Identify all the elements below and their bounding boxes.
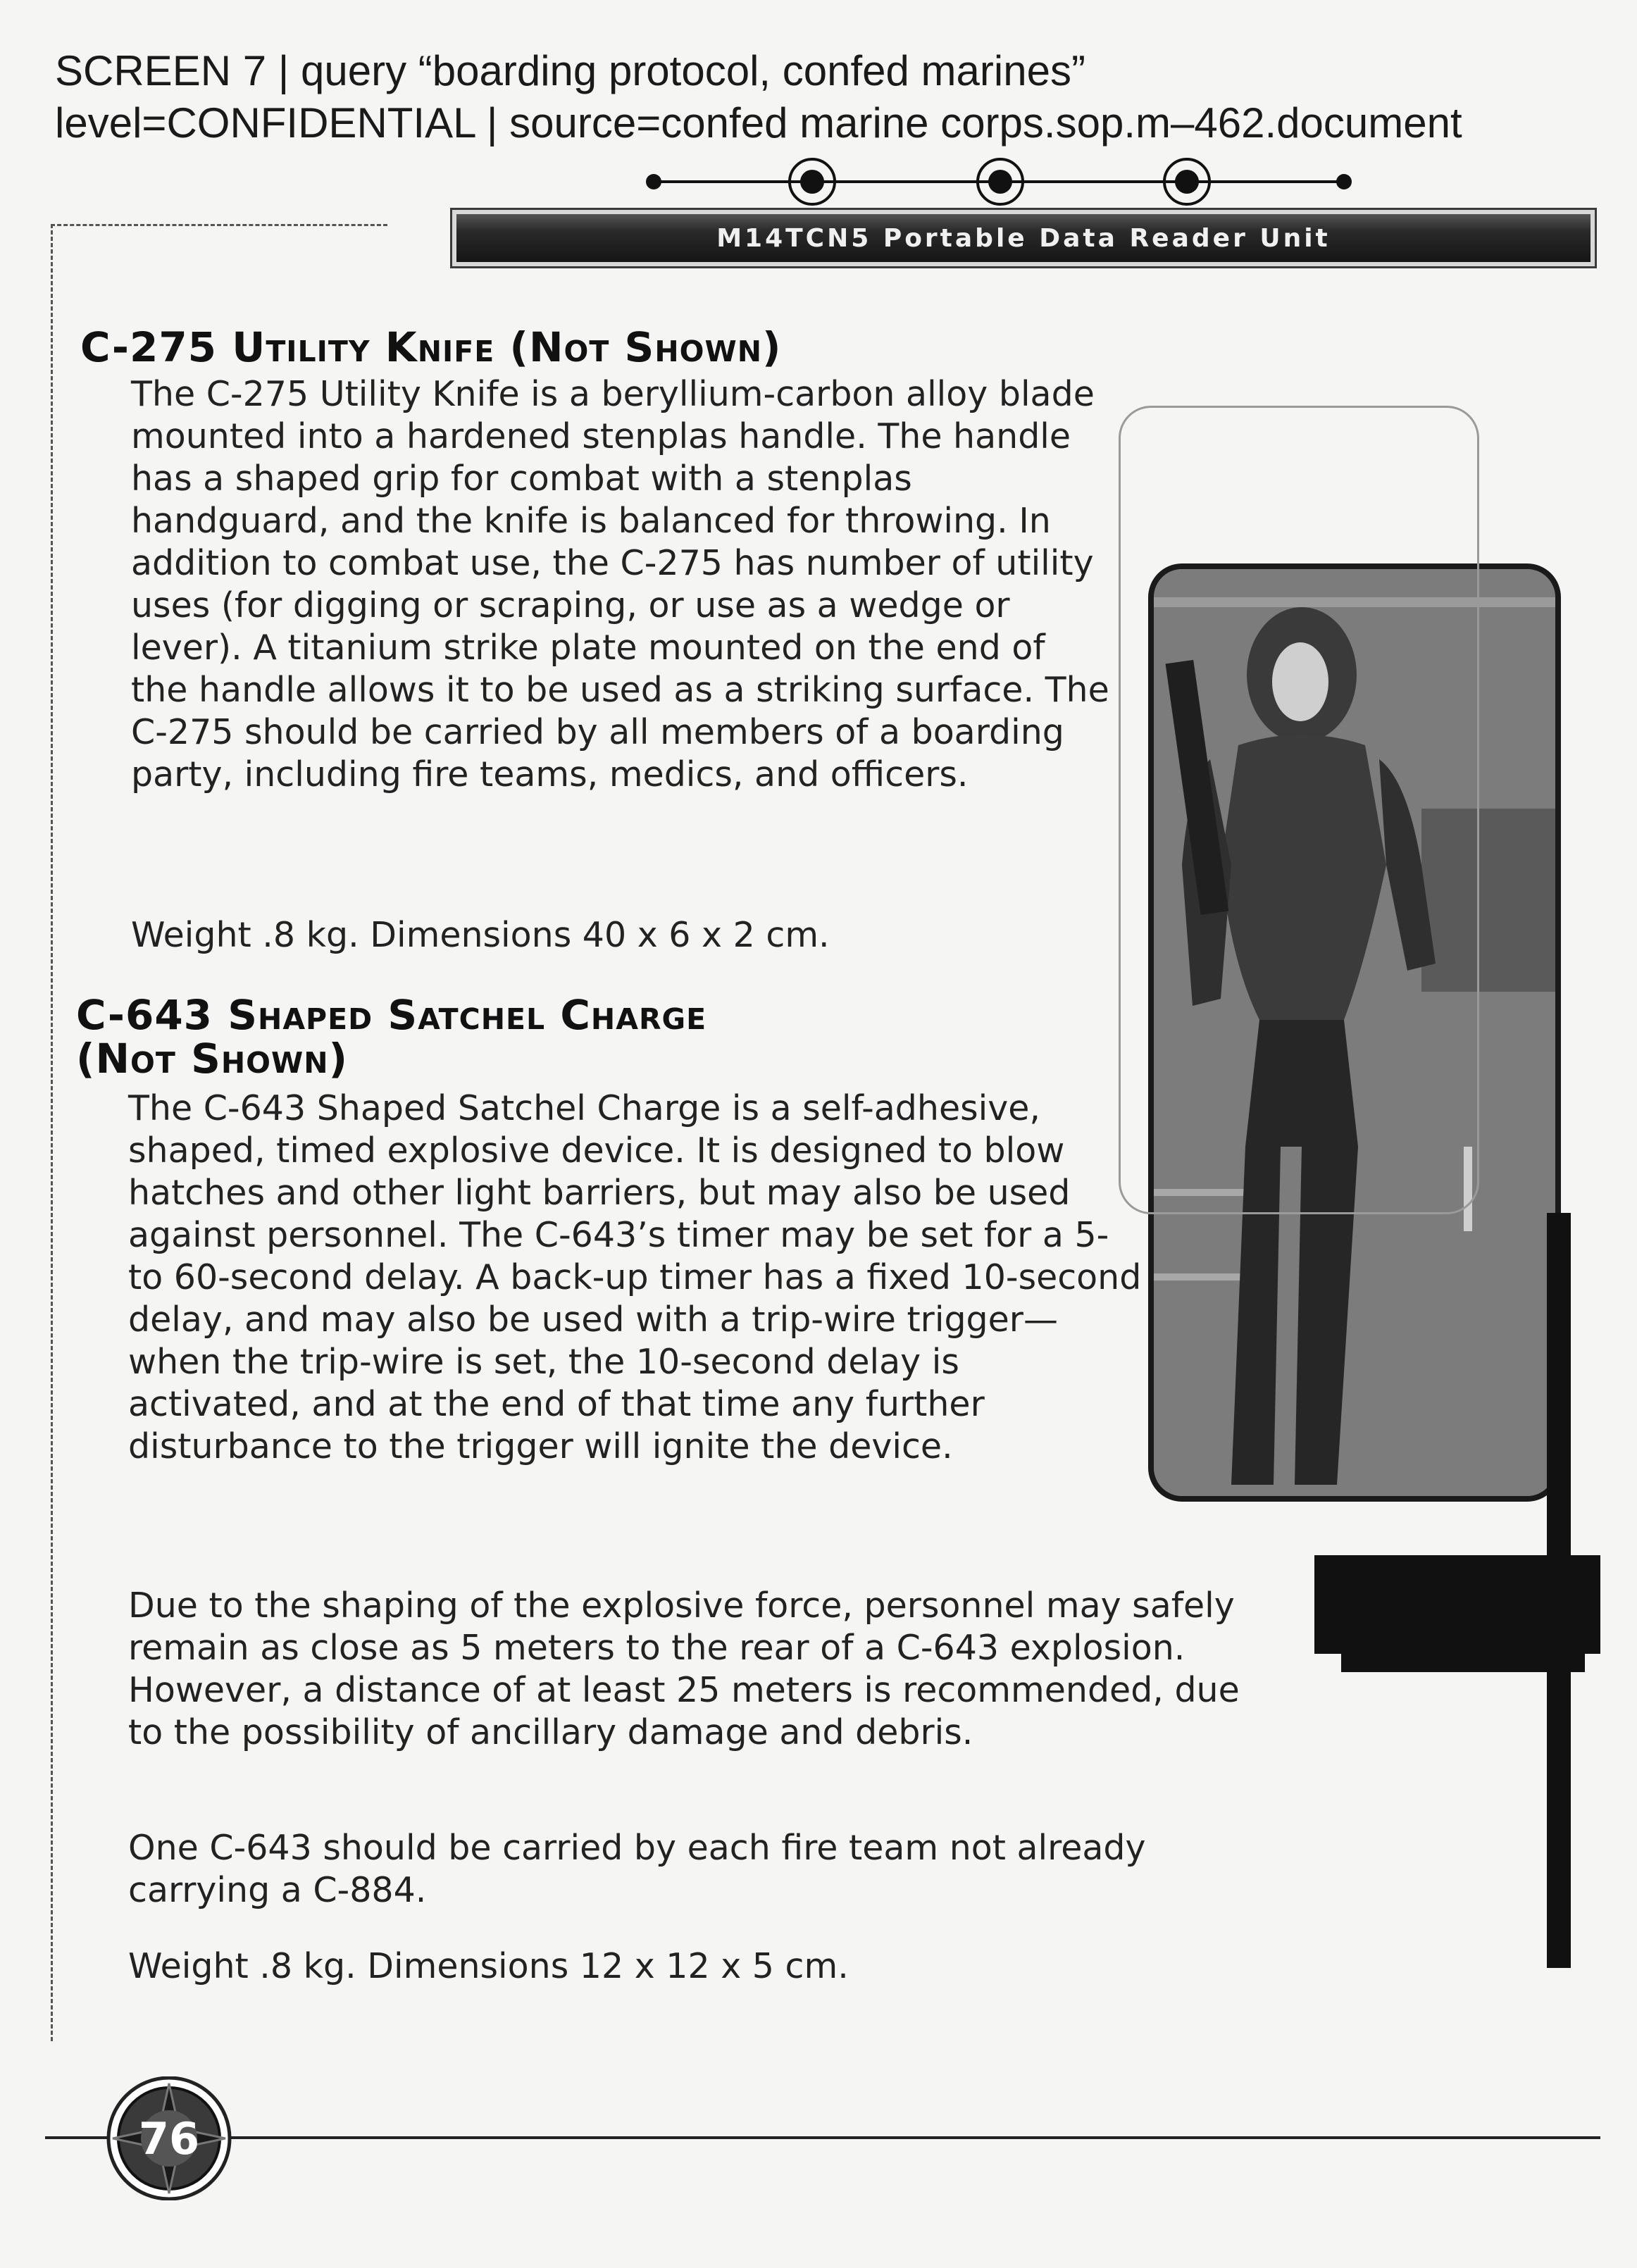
paragraph-satchel-safety: Due to the shaping of the explosive force, personnel may safely remain as close as 5 meters to the rear of a C-643 explosion. However, a distance of at least 25 meters is recommended, due to the possibility of ancillary damage and debris.	[128, 1585, 1240, 1752]
page-number: 76	[138, 2113, 200, 2164]
section-heading-knife: C-275 Utility Knife (Not Shown)	[80, 323, 782, 371]
footer-rule	[45, 2136, 1600, 2139]
section-heading-satchel-line1: C-643 Shaped Satchel Charge	[76, 991, 707, 1039]
paragraph-satchel-carry: One C-643 should be carried by each fire team not already carrying a C-884.	[128, 1828, 1146, 1910]
reader-banner: M14TCN5 Portable Data Reader Unit	[452, 210, 1595, 266]
figure-frame	[1119, 406, 1479, 1214]
section-heading-satchel-line2: (Not Shown)	[76, 1035, 349, 1083]
screen-header-source: level=CONFIDENTIAL | source=confed marine corps.sop.m–462.document	[55, 99, 1462, 147]
screen-header-query: SCREEN 7 | query “boarding protocol, confed marines”	[55, 47, 1085, 94]
screen-header	[55, 45, 1605, 149]
paragraph-knife-specs: Weight .8 kg. Dimensions 40 x 6 x 2 cm.	[131, 915, 830, 955]
paragraph-knife-description: The C-275 Utility Knife is a beryllium-carbon alloy blade mounted into a hardened stenplas handle. The handle has a shaped grip for combat with a stenplas handguard, and the knife is balanced for throwing. In addition to combat use, the C-275 has number of utility uses (for digging or scraping, or use as a wedge or lever). A titanium strike plate mounted on the end of the handle allows it to be used as a striking surface. The C-275 should be carried by all members of a boarding party, including fire teams, medics, and officers.	[131, 374, 1109, 795]
decorative-block	[1314, 1555, 1600, 1654]
section-heading-satchel	[76, 991, 1133, 1083]
dashed-rule-left	[51, 224, 53, 2041]
paragraph-satchel-description: The C-643 Shaped Satchel Charge is a self-adhesive, shaped, timed explosive device. It is designed to blow hatches and other light barriers, but may also be used against personnel. The C-643’s timer may be set for a 5- to 60-second delay. A back-up timer has a fixed 10-second delay, and may also be used with a trip-wire trigger—when the trip-wire is set, the 10-second delay is activated, and at the end of that time any further disturbance to the trigger will ignite the device.	[128, 1088, 1142, 1466]
decorative-block-base	[1341, 1651, 1585, 1672]
dashed-rule-top	[51, 224, 387, 226]
paragraph-satchel-specs: Weight .8 kg. Dimensions 12 x 12 x 5 cm.	[128, 1946, 849, 1986]
progress-dots-icon	[634, 154, 1359, 210]
